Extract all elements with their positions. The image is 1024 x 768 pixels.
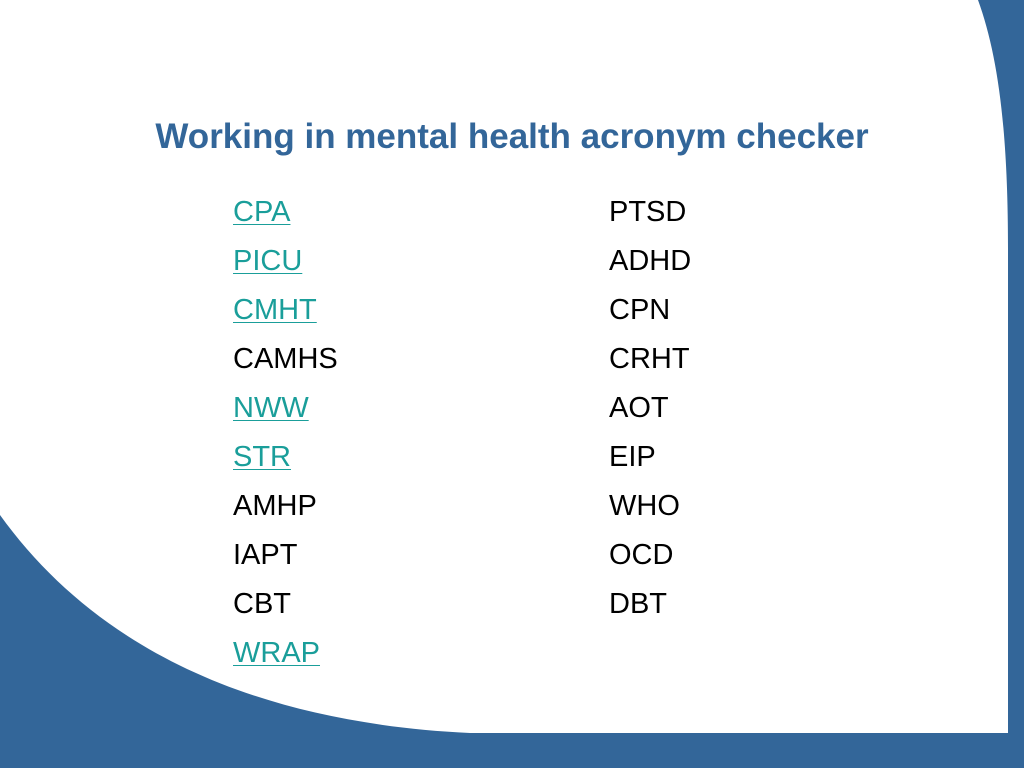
list-item	[609, 531, 691, 580]
acronym-link-cpa[interactable]: CPA	[233, 196, 291, 228]
acronym-ocd: OCD	[609, 539, 674, 571]
list-item[interactable]	[233, 237, 338, 286]
acronym-eip: EIP	[609, 441, 656, 473]
list-item[interactable]	[233, 629, 338, 678]
acronym-link-wrap[interactable]: WRAP	[233, 637, 320, 669]
list-item[interactable]	[233, 384, 338, 433]
acronym-aot: AOT	[609, 392, 669, 424]
acronym-iapt: IAPT	[233, 539, 298, 571]
list-item	[609, 188, 691, 237]
list-item[interactable]	[233, 188, 338, 237]
list-item[interactable]	[233, 286, 338, 335]
list-item	[609, 286, 691, 335]
list-item	[609, 237, 691, 286]
acronym-list-right	[609, 188, 691, 629]
list-item	[609, 482, 691, 531]
acronym-ptsd: PTSD	[609, 196, 687, 228]
list-item	[609, 433, 691, 482]
acronym-who: WHO	[609, 490, 680, 522]
page-title: Working in mental health acronym checker	[155, 117, 869, 156]
acronym-link-str[interactable]: STR	[233, 441, 291, 473]
acronym-link-nww[interactable]: NWW	[233, 392, 309, 424]
acronym-adhd: ADHD	[609, 245, 692, 277]
acronym-link-picu[interactable]: PICU	[233, 245, 303, 277]
acronym-list-left	[233, 188, 338, 678]
acronym-crht: CRHT	[609, 343, 690, 375]
list-item	[609, 384, 691, 433]
acronym-amhp: AMHP	[233, 490, 317, 522]
acronym-cbt: CBT	[233, 588, 291, 620]
list-item	[233, 531, 338, 580]
acronym-camhs: CAMHS	[233, 343, 338, 375]
acronym-cpn: CPN	[609, 294, 671, 326]
list-item	[233, 335, 338, 384]
acronym-dbt: DBT	[609, 588, 667, 620]
list-item	[609, 335, 691, 384]
list-item	[233, 482, 338, 531]
acronym-link-cmht[interactable]: CMHT	[233, 294, 317, 326]
list-item	[609, 580, 691, 629]
list-item[interactable]	[233, 433, 338, 482]
list-item	[233, 580, 338, 629]
